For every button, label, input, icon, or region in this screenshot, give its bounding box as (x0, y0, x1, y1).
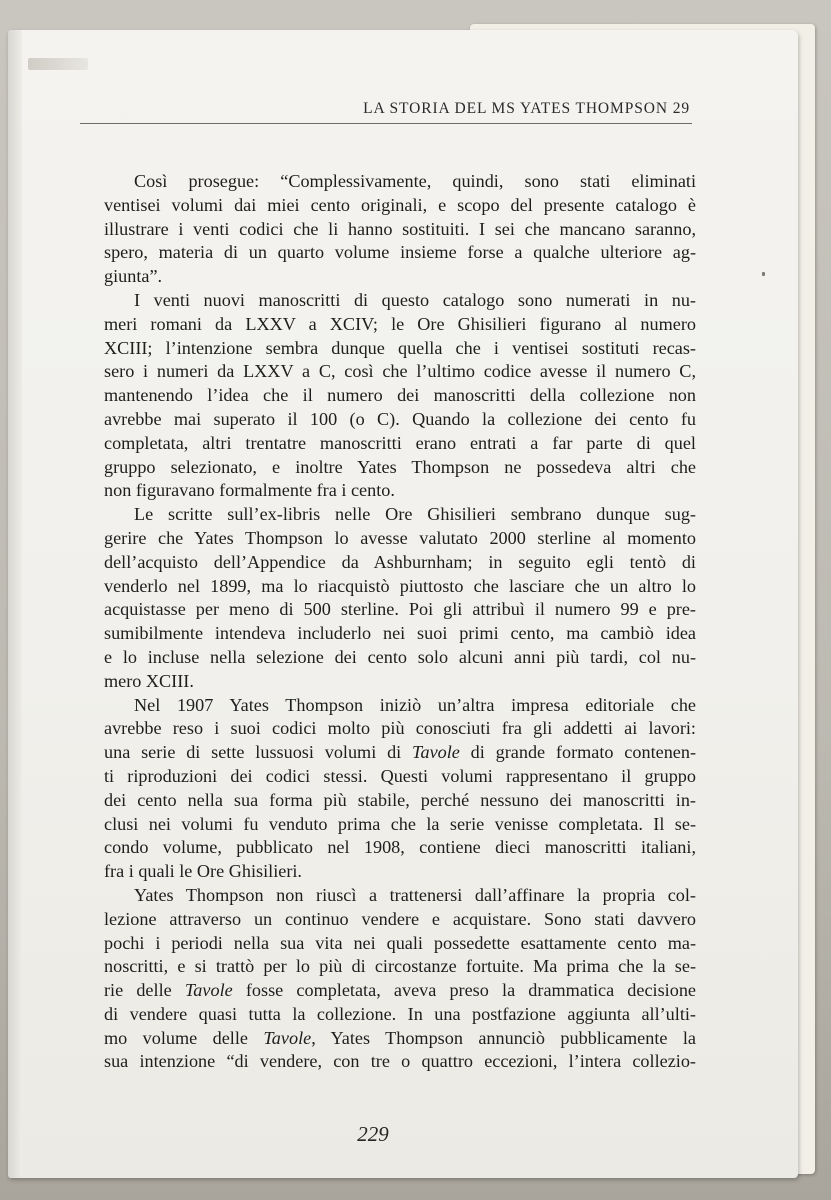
text-line: di vendere quasi tutta la collezione. In una postfazione aggiunta all’ulti- (104, 1003, 696, 1024)
page-number: 229 (357, 1122, 389, 1146)
text-line: non figuravano formalmente fra i cento. (104, 480, 395, 501)
text-line: e lo incluse nella selezione dei cento solo alcuni anni più tardi, col nu- (104, 646, 696, 667)
text-line: mero XCIII. (104, 670, 194, 691)
text-line: dell’acquisto dell’Appendice da Ashburnham; in seguito egli tentò di (104, 551, 696, 572)
text-line: I venti nuovi manoscritti di questo catalogo sono numerati in nu- (134, 289, 696, 310)
text-line: spero, materia di un quarto volume insieme forse a qualche ulteriore ag- (104, 242, 696, 263)
text-line: gruppo selezionato, e inoltre Yates Thompson ne possedeva altri che (104, 456, 696, 477)
text-line: completata, altri trentatre manoscritti erano entrati a far parte di quel (104, 432, 696, 453)
header-rule (80, 123, 692, 124)
text-line: sua intenzione “di vendere, con tre o quattro eccezioni, l’intera collezio- (104, 1051, 696, 1072)
paragraph (104, 694, 696, 884)
text-line: lezione attraverso un continuo vendere e acquistare. Sono stati davvero (104, 908, 696, 929)
text-line: giunta”. (104, 266, 163, 287)
text-line: sumibilmente intendeva includerlo nei suoi primi cento, ma cambiò idea (104, 623, 696, 644)
text-line: Le scritte sull’ex-libris nelle Ore Ghisilieri sembrano dunque sug- (134, 504, 696, 525)
text-line: clusi nei volumi fu venduto prima che la serie venisse completata. Il se- (104, 813, 696, 834)
text-line: gerire che Yates Thompson lo avesse valutato 2000 sterline al momento (104, 527, 696, 548)
text-line: ventisei volumi dai miei cento originali, e scopo del presente catalogo è (104, 194, 696, 215)
running-header: LA STORIA DEL MS YATES THOMPSON 29 (363, 100, 690, 117)
page-gutter (8, 30, 22, 1178)
text-line: mo volume delle Tavole, Yates Thompson annunciò pubblicamente la (104, 1027, 696, 1048)
text-line: Così prosegue: “Complessivamente, quindi, sono stati eliminati (134, 171, 696, 191)
text-line: dei cento nella sua forma più stabile, perché nessuno dei manoscritti in- (104, 789, 696, 810)
text-line: meri romani da LXXV a XCIV; le Ore Ghisilieri figurano al numero (104, 313, 696, 334)
page-fold (28, 58, 88, 70)
text-line: ti riproduzioni dei codici stessi. Questi volumi rappresentano il gruppo (104, 765, 696, 786)
text-line: noscritti, e si trattò per lo più di circostanze fortuite. Ma prima che la se- (104, 956, 696, 977)
paper-speck (762, 272, 765, 276)
text-line: pochi i periodi nella sua vita nei quali possedette esattamente cento ma- (104, 932, 696, 953)
text-line: condo volume, pubblicato nel 1908, contiene dieci manoscritti italiani, (104, 837, 696, 858)
body-text (104, 170, 696, 1074)
text-line: una serie di sette lussuosi volumi di Tavole di grande formato contenen- (104, 742, 696, 763)
text-line: avrebbe mai superato il 100 (o C). Quando la collezione dei cento fu (104, 408, 696, 429)
text-line: sero i numeri da LXXV a C, così che l’ultimo codice avesse il numero C, (104, 361, 696, 382)
text-line: venderlo nel 1899, ma lo riacquistò piuttosto che lasciare che un altro lo (104, 575, 696, 596)
text-line: XCIII; l’intenzione sembra dunque quella che i ventisei sostituti recas- (104, 337, 696, 358)
text-line: illustrare i venti codici che li hanno sostituiti. I sei che mancano saranno, (104, 218, 696, 239)
text-line: fra i quali le Ore Ghisilieri. (104, 861, 302, 882)
text-line: Yates Thompson non riuscì a trattenersi dall’affinare la propria col- (134, 884, 696, 905)
text-line: acquistasse per meno di 500 sterline. Poi gli attribuì il numero 99 e pre- (104, 599, 696, 620)
paragraph (104, 503, 696, 693)
paragraph (104, 884, 696, 1074)
paragraph (104, 289, 696, 503)
text-line: avrebbe reso i suoi codici molto più conosciuti fra gli addetti ai lavori: (104, 718, 696, 739)
text-line: Nel 1907 Yates Thompson iniziò un’altra impresa editoriale che (134, 694, 696, 715)
text-line: mantenendo l’idea che il numero dei manoscritti della collezione non (104, 385, 696, 406)
paragraph (104, 170, 696, 289)
text-line: rie delle Tavole fosse completata, aveva preso la drammatica decisione (104, 980, 696, 1001)
book-page (8, 30, 798, 1178)
